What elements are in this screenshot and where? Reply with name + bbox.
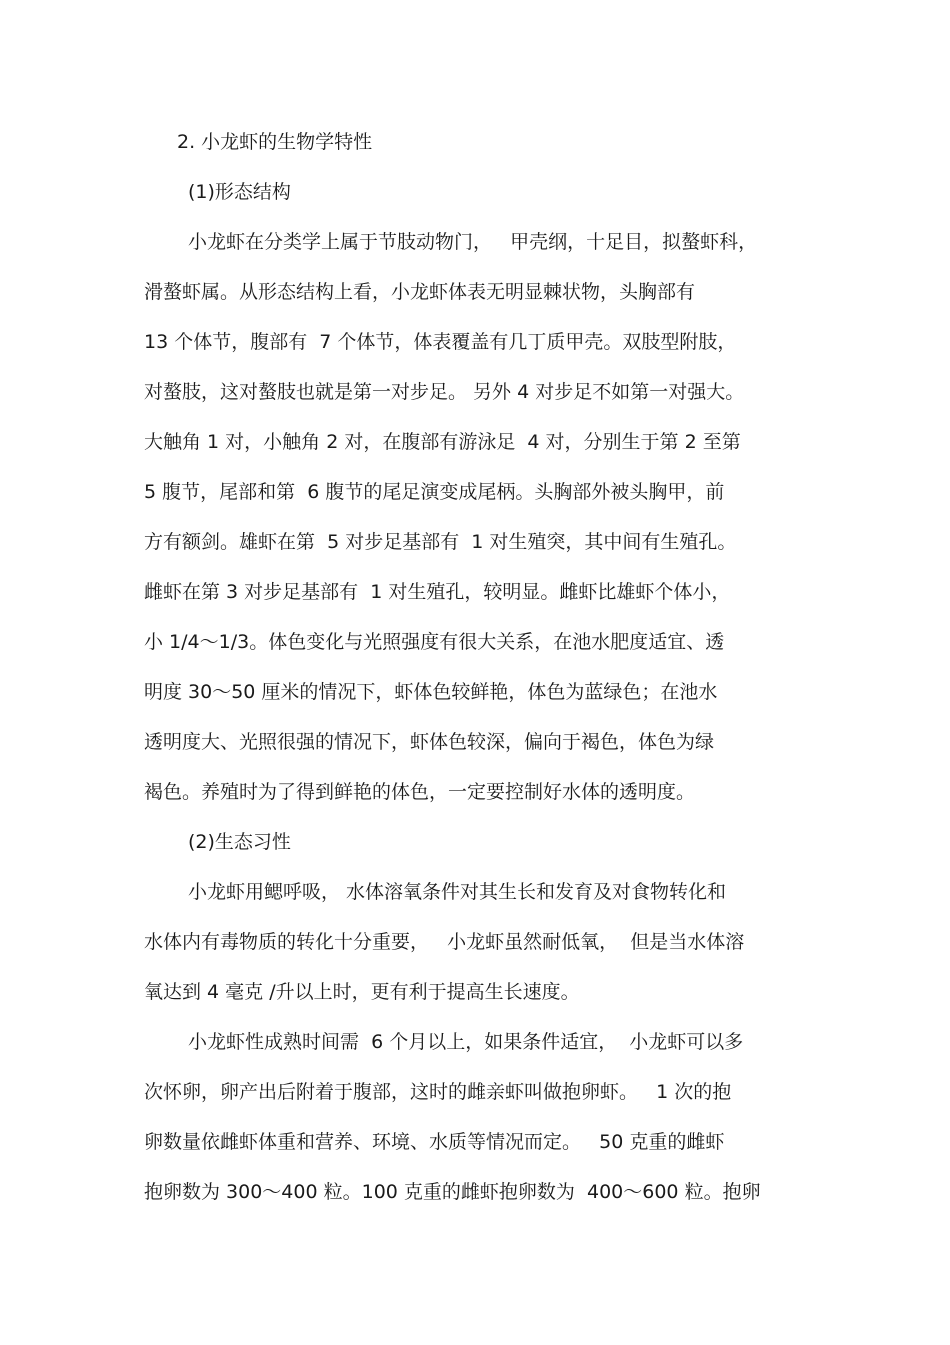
paragraph-line: 小龙虾性成熟时间需 6 个月以上，如果条件适宜， 小龙虾可以多: [188, 1031, 744, 1053]
paragraph-line: 大触角 1 对，小触角 2 对，在腹部有游泳足 4 对，分别生于第 2 至第: [144, 431, 741, 453]
paragraph-line: 抱卵数为 300～400 粒。100 克重的雌虾抱卵数为 400～600 粒。抱卵: [144, 1181, 761, 1203]
paragraph-line: 透明度大、光照很强的情况下，虾体色较深，偏向于褐色，体色为绿: [144, 731, 715, 753]
paragraph-line: 氧达到 4 毫克 /升以上时，更有利于提高生长速度。: [144, 981, 580, 1003]
paragraph-line: 明度 30～50 厘米的情况下，虾体色较鲜艳，体色为蓝绿色；在池水: [144, 681, 718, 703]
paragraph-line: 次怀卵，卵产出后附着于腹部，这时的雌亲虾叫做抱卵虾。 1 次的抱: [144, 1081, 732, 1103]
paragraph-line: 13 个体节，腹部有 7 个体节，体表覆盖有几丁质甲壳。双肢型附肢，: [144, 331, 737, 353]
paragraph-line: 小龙虾在分类学上属于节肢动物门， 甲壳纲，十足目，拟螯虾科，: [188, 231, 758, 253]
subsection-heading: (1)形态结构: [188, 181, 291, 203]
paragraph-line: 滑螯虾属。从形态结构上看，小龙虾体表无明显棘状物，头胸部有: [144, 281, 696, 303]
paragraph-line: 对螯肢，这对螯肢也就是第一对步足。 另外 4 对步足不如第一对强大。: [144, 381, 745, 403]
paragraph-line: 5 腹节，尾部和第 6 腹节的尾足演变成尾柄。头胸部外被头胸甲，前: [144, 481, 725, 503]
paragraph-line: 小龙虾用鳃呼吸， 水体溶氧条件对其生长和发育及对食物转化和: [188, 881, 727, 903]
paragraph-line: 方有额剑。雄虾在第 5 对步足基部有 1 对生殖突，其中间有生殖孔。: [144, 531, 737, 553]
section-heading: 2. 小龙虾的生物学特性: [177, 131, 373, 153]
paragraph-line: 小 1/4～1/3。体色变化与光照强度有很大关系，在池水肥度适宜、透: [144, 631, 725, 653]
subsection-heading: (2)生态习性: [188, 831, 291, 853]
paragraph-line: 水体内有毒物质的转化十分重要， 小龙虾虽然耐低氧， 但是当水体溶: [144, 931, 745, 953]
paragraph-line: 雌虾在第 3 对步足基部有 1 对生殖孔，较明显。雌虾比雄虾个体小，: [144, 581, 731, 603]
paragraph-line: 褐色。养殖时为了得到鲜艳的体色，一定要控制好水体的透明度。: [144, 781, 696, 803]
paragraph-line: 卵数量依雌虾体重和营养、环境、水质等情况而定。 50 克重的雌虾: [144, 1131, 725, 1153]
